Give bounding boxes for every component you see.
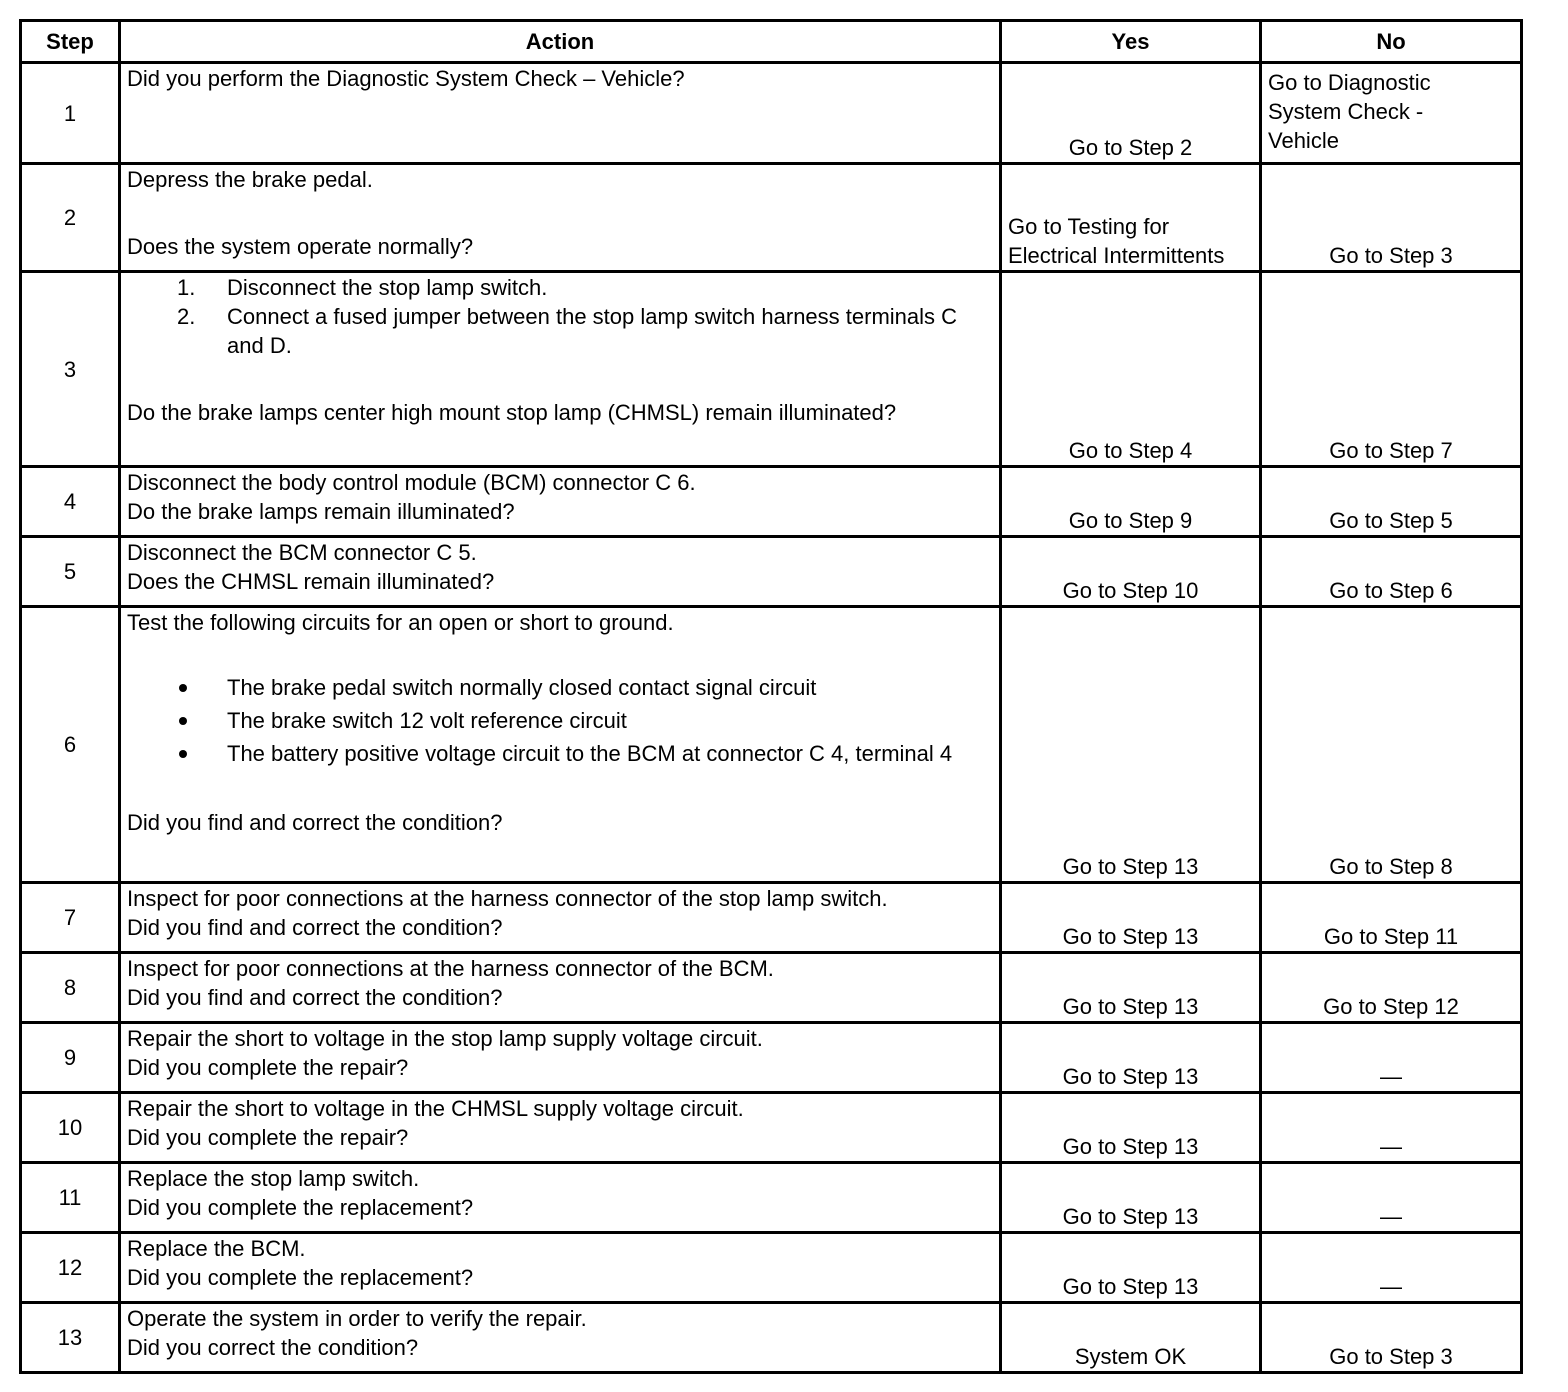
yes-text-line: Electrical Intermittents [1008, 243, 1225, 268]
no-cell: — [1261, 1093, 1522, 1163]
action-text: Operate the system in order to verify the repair. [127, 1306, 587, 1331]
action-cell [120, 537, 1001, 607]
table-row-step-9 [21, 1023, 1522, 1093]
header-action: Action [120, 21, 1001, 63]
yes-cell: Go to Step 4 [1001, 272, 1261, 467]
action-text: Replace the BCM. [127, 1236, 306, 1261]
action-text: Inspect for poor connections at the harness connector of the BCM. [127, 956, 774, 981]
action-text: Inspect for poor connections at the harness connector of the stop lamp switch. [127, 886, 888, 911]
list-item [127, 739, 993, 768]
step-number: 6 [21, 607, 120, 883]
step-number: 8 [21, 953, 120, 1023]
no-cell: — [1261, 1163, 1522, 1233]
bullet-list [127, 673, 993, 768]
action-cell [120, 272, 1001, 467]
header-no: No [1261, 21, 1522, 63]
step-number: 12 [21, 1233, 120, 1303]
bullet-icon [179, 717, 187, 725]
bullet-icon [179, 750, 187, 758]
step-number: 13 [21, 1303, 120, 1373]
no-cell: — [1261, 1233, 1522, 1303]
table-row-step-7 [21, 883, 1522, 953]
yes-cell: Go to Step 13 [1001, 1023, 1261, 1093]
no-cell: — [1261, 1023, 1522, 1093]
list-text: The battery positive voltage circuit to the BCM at connector C 4, terminal 4 [227, 741, 953, 766]
no-cell: Go to Step 3 [1261, 164, 1522, 272]
numbered-list [127, 273, 993, 360]
list-text: Disconnect the stop lamp switch. [227, 275, 548, 300]
yes-cell: Go to Step 2 [1001, 63, 1261, 164]
action-question: Do the brake lamps center high mount stop lamp (CHMSL) remain illuminated? [127, 400, 897, 425]
step-number: 10 [21, 1093, 120, 1163]
action-cell [120, 1023, 1001, 1093]
action-text: Replace the stop lamp switch. [127, 1166, 420, 1191]
table-row-step-11 [21, 1163, 1522, 1233]
step-number: 3 [21, 272, 120, 467]
no-cell [1261, 63, 1522, 164]
action-cell [120, 63, 1001, 164]
list-text: The brake pedal switch normally closed contact signal circuit [227, 675, 817, 700]
list-item [127, 273, 993, 302]
no-text-line: System Check - [1268, 99, 1424, 124]
list-text: The brake switch 12 volt reference circuit [227, 708, 627, 733]
table-row-step-10 [21, 1093, 1522, 1163]
header-row [21, 21, 1522, 63]
list-number: 2. [177, 304, 196, 329]
table-row-step-2 [21, 164, 1522, 272]
yes-text-line: Go to Testing for [1008, 214, 1170, 239]
no-text-line: Go to Diagnostic [1268, 70, 1431, 95]
action-question: Did you find and correct the condition? [127, 810, 503, 835]
list-item [127, 302, 993, 360]
table-row-step-5 [21, 537, 1522, 607]
action-question: Do the brake lamps remain illuminated? [127, 499, 515, 524]
action-text: Did you perform the Diagnostic System Check – Vehicle? [127, 66, 685, 91]
yes-cell: Go to Step 13 [1001, 1233, 1261, 1303]
no-text-line: Vehicle [1268, 128, 1339, 153]
list-item [127, 673, 993, 702]
action-text: Disconnect the body control module (BCM) connector C 6. [127, 470, 696, 495]
action-question: Did you complete the replacement? [127, 1265, 474, 1290]
step-number: 1 [21, 63, 120, 164]
header-step: Step [21, 21, 120, 63]
yes-cell: Go to Step 13 [1001, 883, 1261, 953]
step-number: 4 [21, 467, 120, 537]
table-row-step-6 [21, 607, 1522, 883]
action-cell [120, 1163, 1001, 1233]
yes-cell: Go to Step 13 [1001, 1163, 1261, 1233]
no-cell: Go to Step 8 [1261, 607, 1522, 883]
yes-cell [1001, 164, 1261, 272]
step-number: 7 [21, 883, 120, 953]
yes-cell: Go to Step 10 [1001, 537, 1261, 607]
action-text: Depress the brake pedal. [127, 167, 373, 192]
action-cell [120, 883, 1001, 953]
action-question: Does the CHMSL remain illuminated? [127, 569, 495, 594]
list-text: Connect a fused jumper between the stop lamp switch harness terminals C and D. [227, 304, 958, 358]
diagnostic-table [19, 19, 1523, 1374]
action-cell [120, 1093, 1001, 1163]
no-cell: Go to Step 12 [1261, 953, 1522, 1023]
yes-cell: Go to Step 13 [1001, 607, 1261, 883]
list-item [127, 706, 993, 735]
step-number: 11 [21, 1163, 120, 1233]
action-cell [120, 607, 1001, 883]
table-row-step-13 [21, 1303, 1522, 1373]
no-cell: Go to Step 3 [1261, 1303, 1522, 1373]
step-number: 5 [21, 537, 120, 607]
action-text: Repair the short to voltage in the CHMSL supply voltage circuit. [127, 1096, 744, 1121]
action-question: Did you complete the repair? [127, 1055, 409, 1080]
action-text: Repair the short to voltage in the stop lamp supply voltage circuit. [127, 1026, 763, 1051]
action-cell [120, 953, 1001, 1023]
table-row-step-4 [21, 467, 1522, 537]
action-question: Did you complete the repair? [127, 1125, 409, 1150]
bullet-icon [179, 684, 187, 692]
no-cell: Go to Step 11 [1261, 883, 1522, 953]
action-cell [120, 1303, 1001, 1373]
header-yes: Yes [1001, 21, 1261, 63]
action-text: Test the following circuits for an open or short to ground. [127, 610, 674, 635]
action-question: Did you find and correct the condition? [127, 915, 503, 940]
yes-cell: System OK [1001, 1303, 1261, 1373]
list-number: 1. [177, 275, 196, 300]
action-question: Did you correct the condition? [127, 1335, 419, 1360]
table-row-step-1 [21, 63, 1522, 164]
yes-cell: Go to Step 9 [1001, 467, 1261, 537]
no-cell: Go to Step 6 [1261, 537, 1522, 607]
action-cell [120, 164, 1001, 272]
table-row-step-8 [21, 953, 1522, 1023]
action-question: Did you find and correct the condition? [127, 985, 503, 1010]
no-cell: Go to Step 7 [1261, 272, 1522, 467]
action-text: Disconnect the BCM connector C 5. [127, 540, 477, 565]
step-number: 2 [21, 164, 120, 272]
step-number: 9 [21, 1023, 120, 1093]
action-question: Does the system operate normally? [127, 234, 474, 259]
no-cell: Go to Step 5 [1261, 467, 1522, 537]
action-cell [120, 467, 1001, 537]
action-question: Did you complete the replacement? [127, 1195, 474, 1220]
action-cell [120, 1233, 1001, 1303]
table-row-step-12 [21, 1233, 1522, 1303]
table-row-step-3 [21, 272, 1522, 467]
yes-cell: Go to Step 13 [1001, 953, 1261, 1023]
yes-cell: Go to Step 13 [1001, 1093, 1261, 1163]
